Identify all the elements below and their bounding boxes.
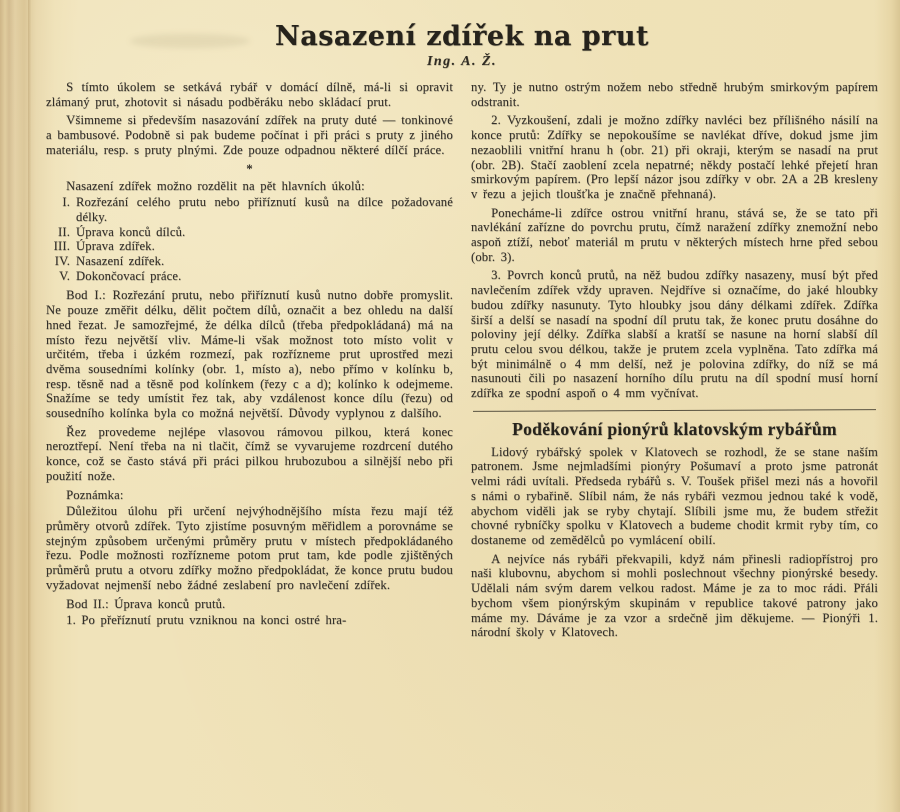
- paragraph: 2. Vyzkoušení, zdali je možno zdířky navléci bez přílišného násilí na konce prutů: Zdířky se nepokoušíme se navlékat dříve, dokud jsme jim nezaoblili vnitřní hranu h (obr. 21) při okraji, kterým se nasadí na prut (obr. 2B). Stačí zaoblení zcela nepatrné; někdy postačí lehké přejetí hran smirkovým papírem. (Pro lepší názor jsou zdířky v obr. 2A a 2B kresleny v řezu a jejich tloušťka je značně přehnaná).: [471, 113, 878, 201]
- paragraph: Bod I.: Rozřezání prutu, nebo přiříznutí kusů nutno dobře promyslit. Ne pouze změřit délku, dělit počtem dílů, označit a bez ohledu na další hned řezat. Je samozřejmé, že délka dílců (třeba předpokládaná) má na místo řezu největší vliv. Máme-li však možnost toto místo volit v určitém, třeba i úzkém rozmezí, pak rozřízneme prut uprostřed mezi dvěma sousedními kolínky (obr. 1, místo a), nebo přímo v kolínku b, resp. těsně nad a těsně pod kolínkem (řezy c a d); kolínko k odejmeme. Snažíme se tedy umístit řez tak, aby vzdálenost konce dílu (řezu) od sousedního kolínka byla co možná největší. Důvody vyplynou z dalšího.: [46, 288, 453, 421]
- right-column: [471, 80, 878, 644]
- article1-title: Nasazení zdířek na prut: [275, 21, 649, 52]
- list-item-text: Nasazení zdířek.: [76, 254, 165, 269]
- paragraph: ny. Ty je nutno ostrým nožem nebo středně hrubým smirkovým papírem odstranit.: [471, 80, 878, 109]
- two-column-layout: [46, 80, 878, 644]
- paragraph: Lidový rybářský spolek v Klatovech se rozhodl, že se stane naším patronem. Jsme nejmladšími pionýry Pošumaví a proto jsme patronát velmi rádi uvítali. Předseda rybářů s. V. Toušek přišel mezi nás a hovořil s námi o rybařině. Slíbil nám, že nás rybáři vezmou jednou také k vodě, abychom viděli jak se ryby chytají. Slíbili jsme mu, že budem střežit chovné rybníčky spolku v Klatovech a budeme chodit krmit ryby tím, co dostaneme od zemědělců po vymlácení obilí.: [471, 444, 878, 547]
- list-item-text: Rozřezání celého prutu nebo přiříznutí kusů na dílce požadované délky.: [76, 195, 453, 224]
- paragraph: Nasazení zdířek možno rozdělit na pět hlavních úkolů:: [66, 178, 365, 193]
- list-item-text: Úprava konců dílců.: [76, 224, 186, 239]
- paragraph: 3. Povrch konců prutů, na něž budou zdířky nasazeny, musí být před navlečením zdířek vždy upraven. Nejdříve si označíme, do jaké hloubky budou zdířky nasunuty. Tyto hloubky jsou dány délkami zdířek. Zdířka širší a delší se nasadí na spodní díl prutu tak, že konec prutu dosáhne do poloviny její délky. Zdířka slabší a kratší se nasune na horní slabší díl prutu celou svou délkou, takže je prutem zcela vyplněna. Tato zdířka má být minimálně o 4 mm delší, než je polovina zdířky, do níž se má nasunouti čili po nasazení horního dílu prutu na díl spodní musí horní zdířka ze spodní aspoň o 4 mm vyčnívat.: [471, 268, 878, 401]
- list-item-text: Dokončovací práce.: [76, 268, 182, 283]
- task-list: [46, 195, 453, 283]
- paragraph: A nejvíce nás rybáři překvapili, když nám přinesli radiopřístroj pro naši klubovnu, abychom si mohli poslechnout všechny pionýrské besedy. Udělali nám svým darem velkou radost. Máme je za to moc rádi. Přáli bychom všem pionýrským skupinám v republice takové patrony jako máme my. Dáváme je za vzor a srdečně jim děkujeme. — Pionýři 1. národní školy v Klatovech.: [471, 551, 878, 640]
- paragraph: Bod II.: Úprava konců prutů.: [66, 596, 226, 611]
- article1-header: [46, 22, 878, 70]
- paragraph: Řez provedeme nejlépe vlasovou rámovou pilkou, která konec neroztřepí. Není třeba na ni tlačit, čímž se vyvarujeme rozdrcení dutého konce, což se často stává při práci pilkou hrubozubou a silnější nebo při použití nože.: [46, 424, 453, 483]
- list-item-numeral: V.: [59, 268, 70, 283]
- list-item: [46, 254, 453, 269]
- list-item: [46, 225, 453, 240]
- paragraph: 1. Po přeříznutí prutu vzniknou na konci ostré hra-: [66, 613, 347, 628]
- paragraph: Důležitou úlohu při určení nejvýhodnějšího místa řezu mají též průměry otvorů zdířek. Tyto zjistíme posuvným měřidlem a porovnáme se stejným způsobem určenými průměry prutu v místech předpokládaného řezu. Podle možnosti rozřízneme potom prut tam, kde podle zjištěných průměrů prutu a otvoru zdířky možno předpokládat, že konce prutu budou vyžadovat nejmenší nebo žádné zeslabení pro navlečení zdířek.: [46, 504, 453, 592]
- paragraph: S tímto úkolem se setkává rybář v domácí dílně, má-li si opravit zlámaný prut, zhotovit si násadu podběráku nebo skládací prut.: [46, 80, 453, 109]
- list-item-numeral: III.: [53, 239, 70, 254]
- list-item: [46, 269, 453, 284]
- left-column: [46, 80, 453, 644]
- note-label: Poznámka:: [66, 487, 124, 502]
- list-item-numeral: IV.: [54, 254, 70, 269]
- list-item-numeral: II.: [58, 224, 70, 239]
- list-item: [46, 239, 453, 254]
- paragraph: Všimneme si především nasazování zdířek na pruty duté — tonkinové a bambusové. Podobně si pak budeme počínat i při práci s pruty z jiného materiálu, resp. s pruty plnými. Zde pouze odpadnou některé dílčí práce.: [46, 113, 453, 157]
- article2-heading: Poděkování pionýrů klatovským rybářům: [512, 418, 837, 439]
- list-item: [46, 195, 453, 224]
- asterisk-separator: *: [246, 160, 253, 176]
- list-item-text: Úprava zdířek.: [76, 239, 155, 254]
- article1-byline: Ing. A. Ž.: [426, 54, 498, 69]
- paragraph: Ponecháme-li zdířce ostrou vnitřní hranu, stává se, že se tato při navlékání zařízne do povrchu prutu, čímž naražení zdířky znemožní nebo aspoň ztíží, neboť materiál m prutu v některých místech hrne před sebou (obr. 3).: [471, 205, 878, 264]
- list-item-numeral: I.: [62, 195, 70, 210]
- section-divider: [473, 409, 876, 412]
